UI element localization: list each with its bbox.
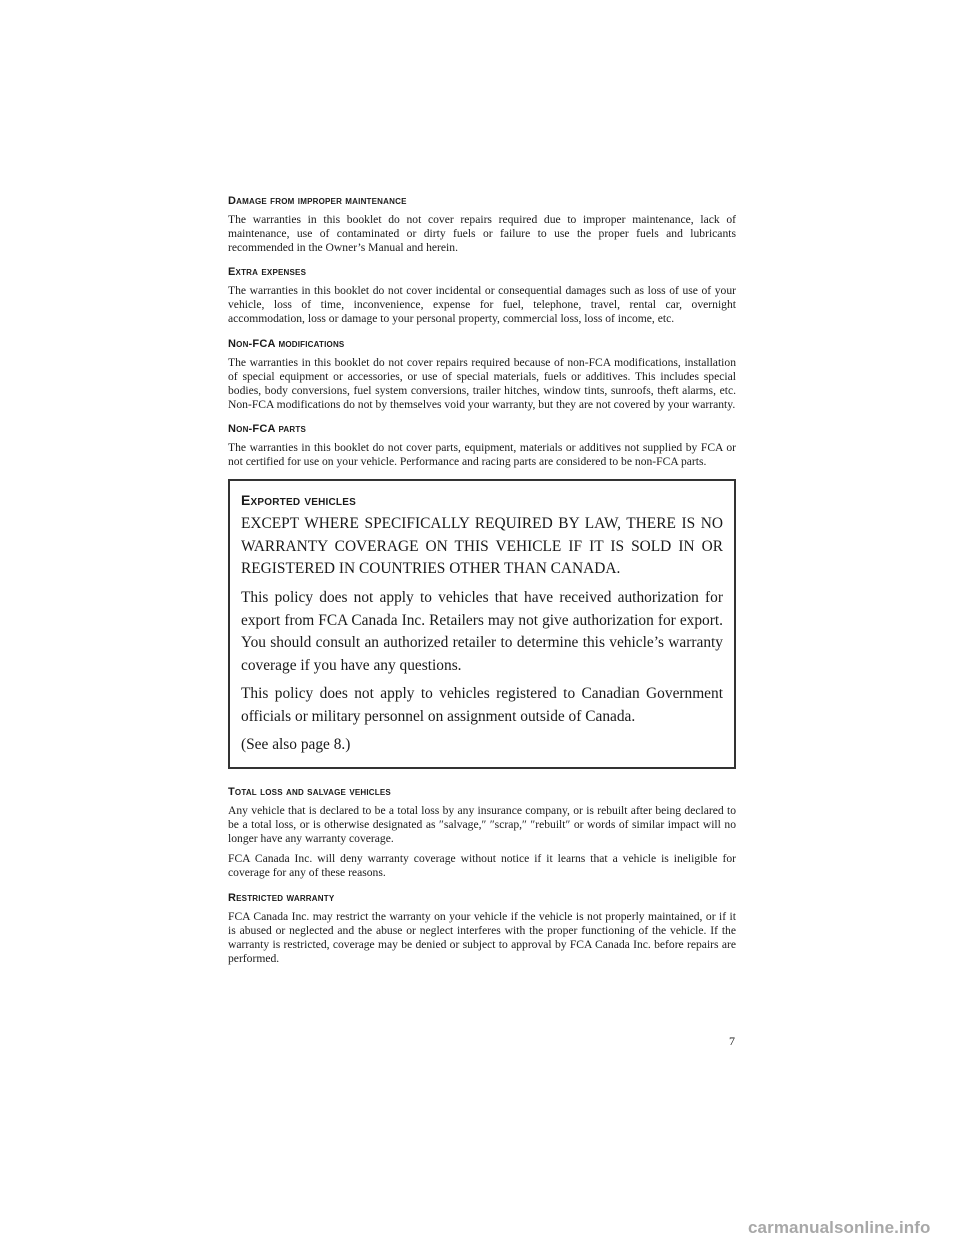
section-non-fca-parts <box>228 422 736 469</box>
box-paragraph: (See also page 8.) <box>241 736 351 754</box>
section-restricted-warranty <box>228 891 736 966</box>
section-heading: Damage from improper maintenance <box>228 195 407 207</box>
section-non-fca-modifications <box>228 337 736 412</box>
section-paragraph: Any vehicle that is declared to be a total loss by any insurance company, or is rebuilt after being declared to be a total loss, or is otherwise designated as ″salvage,″ ″scrap,″ ″rebuilt″ or words of similar impact will no longer have any warranty coverage. <box>228 804 736 846</box>
section-heading: Restricted warranty <box>228 891 335 904</box>
page-number: 7 <box>729 1034 735 1048</box>
box-paragraph: This policy does not apply to vehicles registered to Canadian Government officials or military personnel on assignment outside of Canada. <box>241 685 723 725</box>
section-damage-improper-maintenance <box>228 194 736 255</box>
box-paragraph: This policy does not apply to vehicles that have received authorization for export from FCA Canada Inc. Retailers may not give authorization for export. You should consult an authorized retailer to determine this vehicle’s warranty coverage if you have any questions. <box>241 588 723 674</box>
section-paragraph: The warranties in this booklet do not cover repairs required due to improper maintenance, lack of maintenance, use of contaminated or dirty fuels or failure to use the proper fuels and lubricants recommended in the Owner’s Manual and herein. <box>228 213 736 255</box>
section-paragraph: FCA Canada Inc. may restrict the warranty on your vehicle if the vehicle is not properly maintained, or if it is abused or neglected and the abuse or neglect interferes with the proper functioning of the vehicle. If the warranty is restricted, coverage may be denied or subject to approval by FCA Canada Inc. before repairs are performed. <box>228 909 736 965</box>
section-heading: Extra expenses <box>228 266 307 279</box>
watermark-text: carmanualsonline.info <box>748 1218 931 1237</box>
section-extra-expenses <box>228 265 736 326</box>
section-total-loss-salvage <box>228 785 736 880</box>
section-paragraph: The warranties in this booklet do not cover parts, equipment, materials or additives not supplied by FCA or not certified for use on your vehicle. Performance and racing parts are considered to be non-FCA parts. <box>228 440 736 469</box>
section-heading: Non-FCA modifications <box>228 337 345 350</box>
box-heading: Exported vehicles <box>241 492 356 509</box>
section-paragraph: FCA Canada Inc. will deny warranty coverage without notice if it learns that a vehicle is ineligible for coverage for any of these reasons. <box>228 852 736 880</box>
section-heading: Non-FCA parts <box>228 422 306 435</box>
section-paragraph: The warranties in this booklet do not cover incidental or consequential damages such as loss of use of your vehicle, loss of time, inconvenience, expense for fuel, telephone, travel, rental car, overnight accommodation, loss or damage to your personal property, commercial loss, loss of income, etc. <box>228 284 736 326</box>
section-paragraph: The warranties in this booklet do not cover repairs required because of non-FCA modifications, installation of special equipment or accessories, or use of special materials, fuels or additives. This includes special bodies, body conversions, fuel system conversions, trailer hitches, window tints, sunroofs, theft alarms, etc. Non-FCA modifications do not by themselves void your warranty, but they are not covered by your warranty. <box>228 355 736 411</box>
box-paragraph: EXCEPT WHERE SPECIFICALLY REQUIRED BY LAW, THERE IS NO WARRANTY COVERAGE ON THIS VEHICLE IF IT IS SOLD IN OR REGISTERED IN COUNTRIES OTHER THAN CANADA. <box>241 515 723 578</box>
page-content <box>228 194 736 976</box>
section-heading: Total loss and salvage vehicles <box>228 786 391 799</box>
exported-vehicles-box <box>228 479 736 769</box>
